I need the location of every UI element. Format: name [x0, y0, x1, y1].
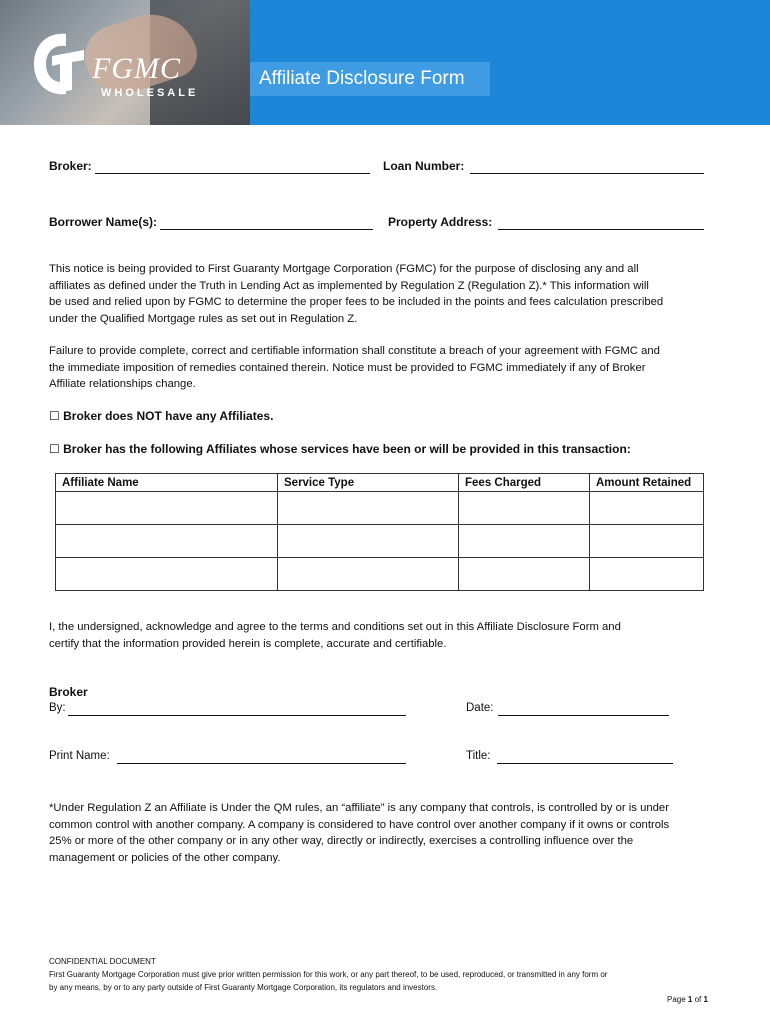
permission-line: First Guaranty Mortgage Corporation must give prior written permission for this work, or any part thereof, to be used, reproduced, or transmitted in any form or — [49, 970, 608, 979]
column-header-fees-charged: Fees Charged — [459, 474, 590, 492]
signature-heading: Broker — [49, 685, 88, 699]
by-signature-line[interactable] — [68, 715, 406, 716]
logo-subtext: WHOLESALE — [101, 87, 199, 99]
option-has-affiliates-label: Broker has the following Affiliates whose services have been or will be provided in this transaction: — [63, 442, 631, 456]
page-word: Page — [667, 995, 686, 1004]
notice-line: This notice is being provided to First Guaranty Mortgage Corporation (FGMC) for the purpose of disclosing any and all — [49, 263, 639, 275]
column-header-service-type: Service Type — [278, 474, 459, 492]
form-title: Affiliate Disclosure Form — [259, 68, 465, 89]
failure-line: Affiliate relationships change. — [49, 378, 196, 390]
date-input-line[interactable] — [498, 715, 669, 716]
table-cell[interactable] — [56, 525, 278, 558]
table-cell[interactable] — [278, 492, 459, 525]
table-row — [56, 492, 704, 525]
failure-line: the immediate imposition of remedies contained therein. Notice must be provided to FGMC immediately if any of Broker — [49, 361, 646, 374]
page-footer — [49, 955, 729, 994]
table-row — [56, 558, 704, 591]
title-label: Title: — [466, 750, 491, 762]
loan-number-input-line[interactable] — [470, 173, 704, 174]
notice-line: under the Qualified Mortgage rules as set out in Regulation Z. — [49, 312, 358, 325]
acknowledgement-line: certify that the information provided herein is complete, accurate and certifiable. — [49, 637, 447, 650]
table-cell[interactable] — [56, 492, 278, 525]
broker-label: Broker: — [49, 159, 92, 173]
property-address-input-line[interactable] — [498, 229, 704, 230]
option-no-affiliates-label: Broker does NOT have any Affiliates. — [63, 409, 274, 423]
page-number — [667, 993, 708, 1006]
logo-text: FGMC — [92, 52, 181, 85]
option-no-affiliates — [49, 409, 273, 423]
failure-line: Failure to provide complete, correct and certifiable information shall constitute a breach of your agreement with FGMC and — [49, 345, 660, 357]
title-input-line[interactable] — [497, 763, 673, 764]
table-cell[interactable] — [56, 558, 278, 591]
broker-input-line[interactable] — [95, 173, 370, 174]
regulation-footnote — [49, 800, 719, 866]
notice-paragraph — [49, 261, 719, 327]
affiliate-table — [55, 473, 704, 591]
checkbox-no-affiliates[interactable]: ☐ — [49, 409, 60, 423]
table-row — [56, 525, 704, 558]
page-total: 1 — [703, 995, 708, 1004]
column-header-affiliate-name: Affiliate Name — [56, 474, 278, 492]
table-cell[interactable] — [278, 525, 459, 558]
table-cell[interactable] — [278, 558, 459, 591]
table-cell[interactable] — [590, 492, 704, 525]
page-of: of — [694, 995, 702, 1004]
notice-line: affiliates as defined under the Truth in Lending Act as implemented by Regulation Z (Regulation Z).* This information will — [49, 279, 649, 292]
table-cell[interactable] — [459, 525, 590, 558]
footnote-line: *Under Regulation Z an Affiliate is Under the QM rules, an “affiliate” is any company that controls, is controlled by or is under — [49, 802, 669, 814]
print-name-label: Print Name: — [49, 750, 110, 762]
table-cell[interactable] — [459, 558, 590, 591]
acknowledgement-paragraph — [49, 619, 719, 652]
acknowledgement-line: I, the undersigned, acknowledge and agree to the terms and conditions set out in this Affiliate Disclosure Form and — [49, 621, 621, 633]
borrower-input-line[interactable] — [160, 229, 373, 230]
footnote-line: 25% or more of the other company or in any other way, directly or indirectly, exercises a controlling influence over the — [49, 835, 634, 847]
page-current: 1 — [687, 995, 693, 1004]
table-cell[interactable] — [590, 525, 704, 558]
table-header-row — [56, 474, 704, 492]
print-name-input-line[interactable] — [117, 763, 406, 764]
option-has-affiliates — [49, 442, 631, 456]
table-cell[interactable] — [459, 492, 590, 525]
fgmc-logo-mark — [28, 28, 88, 100]
permission-line: by any means, by or to any party outside of First Guaranty Mortgage Corporation, its regulators and investors. — [49, 983, 438, 992]
footnote-line: common control with another company. A company is considered to have control over another company if it owns or controls — [49, 818, 670, 831]
footnote-line: management or policies of the other company. — [49, 851, 281, 864]
confidential-label: CONFIDENTIAL DOCUMENT — [49, 957, 156, 966]
checkbox-has-affiliates[interactable]: ☐ — [49, 442, 60, 456]
notice-line: be used and relied upon by FGMC to determine the proper fees to be included in the points and fees calculation prescribed — [49, 296, 664, 308]
date-label: Date: — [466, 702, 494, 714]
by-label: By: — [49, 702, 66, 714]
column-header-amount-retained: Amount Retained — [590, 474, 704, 492]
property-address-label: Property Address: — [388, 215, 493, 229]
loan-number-label: Loan Number: — [383, 159, 465, 173]
borrower-label: Borrower Name(s): — [49, 215, 158, 229]
failure-paragraph — [49, 343, 719, 393]
table-cell[interactable] — [590, 558, 704, 591]
